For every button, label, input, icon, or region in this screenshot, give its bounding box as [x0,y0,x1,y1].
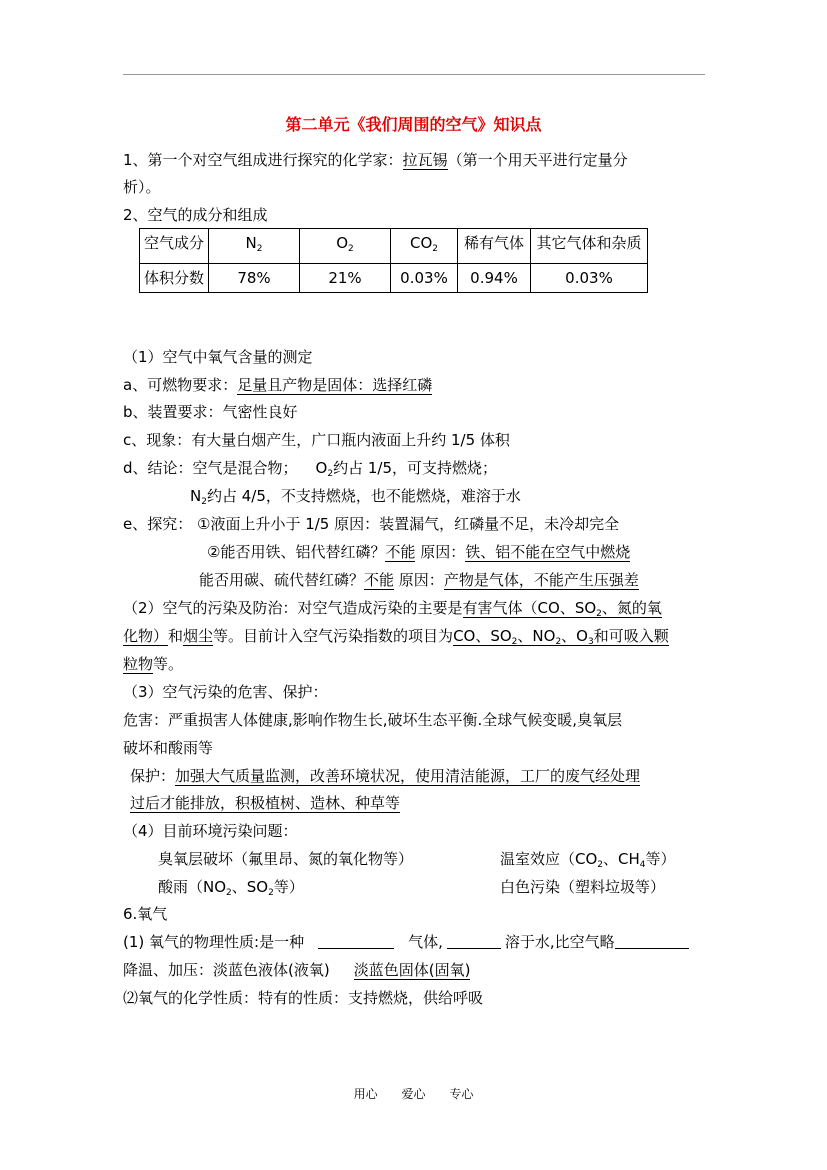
section-2-line1: （2）空气的污染及防治：对空气造成污染的主要是有害气体（CO、$SO_2$、氮的氧 [123,599,662,619]
req-a: a、可燃物要求：足量且产物是固体：选择红磷 [123,376,433,394]
explore-e3: 能否用碳、硫代替红磷？不能 原因：产物是气体，不能产生压强差 [199,571,639,589]
table-row: 空气成分 $N_2$ $O_2$ $CO_2$ 稀有气体 其它气体和杂质 [140,229,648,264]
section-1: （1）空气中氧气含量的测定 [123,348,313,366]
req-b: b、装置要求：气密性良好 [123,403,298,421]
oxygen-physical: (1) 氧气的物理性质:是一种 气体, 溶于水,比空气略 [123,932,689,952]
table-row: 体积分数 78% 21% 0.03% 0.94% 0.03% [140,264,648,293]
issue-acid-rain: 酸雨（$NO_2$、$SO_2$等） [158,878,304,898]
explore-e2: ②能否用铁、铝代替红磷？不能 原因：铁、铝不能在空气中燃烧 [207,543,631,561]
point-1-cont: 析）。 [123,178,161,196]
section-3: （3）空气污染的危害、保护： [123,683,328,701]
section-4: （4）目前环境污染问题： [123,822,298,840]
section-6: 6.氧气 [123,905,168,923]
header-rule [123,74,705,75]
point-2: 2、空气的成分和组成 [123,206,268,224]
point-1: 1、第一个对空气组成进行探究的化学家：拉瓦锡（第一个用天平进行定量分 [123,151,628,169]
page-title: 第二单元《我们周围的空气》知识点 [285,115,542,134]
issue-white-pollution: 白色污染（塑料垃圾等） [500,878,666,896]
phenomenon-c: c、现象：有大量白烟产生，广口瓶内液面上升约 1/5 体积 [123,431,510,449]
chemist-name: 拉瓦锡 [402,151,448,169]
explore-e1: e、探究： ①液面上升小于 1/5 原因：装置漏气，红磷量不足，未冷却完全 [123,515,620,533]
section-2-line3: 粒物等。 [123,655,184,673]
oxygen-physical-2: 降温、加压：淡蓝色液体(液氧) 淡蓝色固体(固氧) [123,961,471,979]
protect-line1: 保护：加强大气质量监测，改善环境状况，使用清洁能源，工厂的废气经处理 [130,767,641,785]
page-footer: 用心 爱心 专心 [353,1087,474,1101]
harm-line2: 破坏和酸雨等 [123,739,214,757]
harm-line1: 危害：严重损害人体健康,影响作物生长,破坏生态平衡.全球气候变暖,臭氧层 [123,711,623,729]
issue-greenhouse: 温室效应（$CO_2$、$CH_4$等） [500,850,676,870]
air-composition-table [139,228,648,293]
conclusion-d: d、结论：空气是混合物； $O_2$约占 1/5，可支持燃烧； [123,459,497,479]
protect-line2: 过后才能排放，积极植树、造林、种草等 [130,794,401,812]
section-2-line2: 化物）和烟尘等。目前计入空气污染指数的项目为CO、$SO_2$、$NO_2$、$O_3$和可吸入颗 [123,627,669,647]
issue-ozone: 臭氧层破坏（氟里昂、氮的氧化物等） [158,850,414,868]
oxygen-chemical: ⑵氧气的化学性质：特有的性质：支持燃烧，供给呼吸 [123,989,484,1007]
conclusion-d2: $N_2$约占 4/5，不支持燃烧，也不能燃烧，难溶于水 [190,487,521,507]
